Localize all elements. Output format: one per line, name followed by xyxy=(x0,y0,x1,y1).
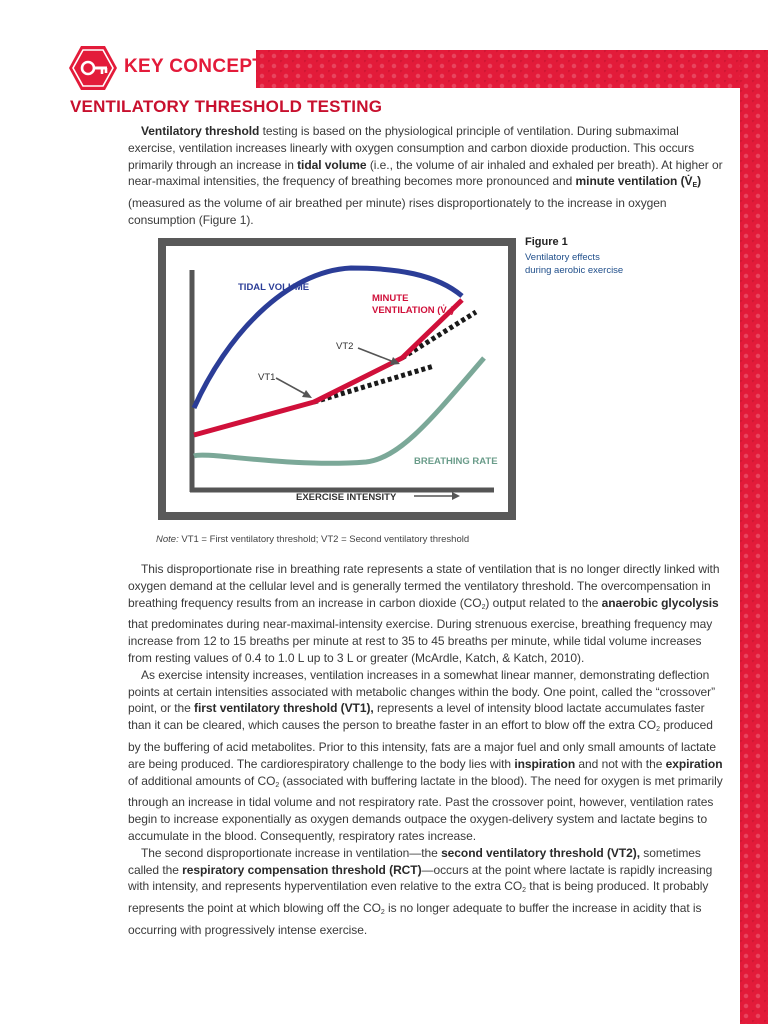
key-concept-label: KEY CONCEPT xyxy=(124,56,265,77)
term-inspiration: inspiration xyxy=(514,756,576,771)
subscript: 2 xyxy=(380,909,385,917)
text-run: VENTILATION (V̇ xyxy=(372,305,447,316)
term-vt2: second ventilatory threshold (VT2), xyxy=(441,845,641,860)
term-expiration: expiration xyxy=(665,756,723,771)
subscript: E xyxy=(692,182,698,190)
figure-note xyxy=(156,534,469,545)
text-run: (i.e., the volume of air inhaled and exhaled per breath). At higher or near-maximal intensities, the frequency of breathing becomes more pronounced and xyxy=(128,157,723,189)
note-prefix: Note: xyxy=(156,534,179,545)
paragraph-1 xyxy=(128,123,724,229)
subscript: 2 xyxy=(522,887,526,895)
paragraph-4 xyxy=(128,845,724,939)
text-run: (measured as the volume of air breathed per minute) rises disproportionately to the increase in oxygen consumption (Figure 1). xyxy=(128,196,667,227)
breathing-rate-line xyxy=(194,358,484,463)
breathing-rate-label: BREATHING RATE xyxy=(414,456,498,467)
intro-text xyxy=(128,123,724,229)
x-axis-arrowhead xyxy=(452,492,460,500)
text-run: (associated with buffering lactate in the blood). The need for oxygen is met primarily through an increase in tidal volume and not respiratory rate. Past the crossover point, however, ventilation rates begin to increase exponentially as oxygen demands outpace the oxygen-delivery system and lactate begins to accumulate in the blood. Consequently, respiratory rates increase. xyxy=(128,773,723,843)
figure-caption: Ventilatory effects during aerobic exercise xyxy=(525,252,624,276)
term-vt1: first ventilatory threshold (VT1), xyxy=(194,701,374,716)
text-run: is no longer adequate to buffer the increase in acidity that is occurring with progressively intense exercise. xyxy=(128,901,702,937)
minute-ventilation-label-line2 xyxy=(372,305,454,317)
paragraph-2 xyxy=(128,561,724,667)
subscript: 2 xyxy=(656,726,660,734)
term-minute-ventilation xyxy=(576,174,702,188)
text-run: represents a level of intensity blood lactate accumulates faster than it can be cleared, which causes the person to breathe faster in an effort to blow off the extra CO xyxy=(128,701,705,733)
side-pattern-band xyxy=(740,50,768,1024)
vt2-label: VT2 xyxy=(336,341,354,352)
header-pattern-band xyxy=(256,50,768,88)
text-run: that is being produced. It probably represents the point at which blowing off the CO xyxy=(128,879,709,916)
text-run: This disproportionate rise in breathing rate represents a state of ventilation that is no longer directly linked with oxygen demand at the cellular level and is generally termed the ventilatory threshold. The overcompensation in breathing frequency results from an increase in carbon dioxide (CO xyxy=(128,562,720,610)
text-run: minute ventilation (V̇ xyxy=(575,174,693,189)
text-run: ) output related to the xyxy=(485,595,602,610)
note-text: VT1 = First ventilatory threshold; VT2 = Second ventilatory threshold xyxy=(178,534,470,545)
vt1-arrow xyxy=(276,378,307,395)
tidal-volume-label: TIDAL VOLUME xyxy=(238,282,310,293)
text-run: ) xyxy=(450,305,454,316)
text-run: produced by the buffering of acid metabolites. Prior to this intensity, fats are a major fuel and only small amounts of lactate are being produced. The cardiorespiratory challenge to the body lies with xyxy=(128,718,716,771)
text-run: As exercise intensity increases, ventilation increases in a somewhat linear manner, demonstrating deflection points at certain intensities associated with metabolic changes within the body. One point, called the “crossover” point, or the xyxy=(128,667,716,716)
text-run: sometimes called the xyxy=(128,845,701,877)
key-icon xyxy=(68,44,118,92)
subscript: 2 xyxy=(275,781,280,789)
x-axis-label: EXERCISE INTENSITY xyxy=(296,492,397,503)
term-ventilatory-threshold: Ventilatory threshold xyxy=(141,124,260,138)
text-run: of additional amounts of CO xyxy=(128,773,276,788)
text-run: that predominates during near-maximal-intensity exercise. During strenuous exercise, breathing frequency may increase from 12 to 15 breaths per minute at rest to 35 to 45 breaths per minute, while tidal volume increases from resting values of 0.4 to 1.0 L up to 3 L or greater (McArdle, Katch, & Katch, 2010). xyxy=(128,617,713,665)
text-run: The second disproportionate increase in ventilation—the xyxy=(141,845,442,860)
text-run: testing is based on the physiological principle of ventilation. During submaximal exercise, ventilation increases linearly with oxygen consumption and carbon dioxide production. This occurs primarily through an increase in xyxy=(128,124,695,172)
paragraph-3 xyxy=(128,667,724,845)
term-tidal-volume: tidal volume xyxy=(297,157,367,172)
term-rct: respiratory compensation threshold (RCT) xyxy=(182,862,422,877)
subscript: E xyxy=(446,311,451,317)
text-run: ) xyxy=(697,174,702,189)
term-anaerobic-glycolysis: anaerobic glycolysis xyxy=(601,595,719,610)
vt1-label: VT1 xyxy=(258,372,276,383)
chart-frame xyxy=(158,238,516,520)
text-run: and not with the xyxy=(575,756,666,771)
figure-label: Figure 1 xyxy=(525,236,568,248)
section-title: VENTILATORY THRESHOLD TESTING xyxy=(70,97,383,116)
vt1-arrowhead xyxy=(302,390,312,398)
ventilation-chart xyxy=(166,246,508,512)
text-run: —occurs at the point where lactate is rapidly increasing with intensity, and represents hyperventilation even relative to the extra CO xyxy=(128,862,713,894)
body-text xyxy=(128,561,724,939)
vt2-arrow xyxy=(358,348,394,362)
minute-ventilation-label-line1: MINUTE xyxy=(372,293,409,304)
subscript: 2 xyxy=(481,603,486,611)
